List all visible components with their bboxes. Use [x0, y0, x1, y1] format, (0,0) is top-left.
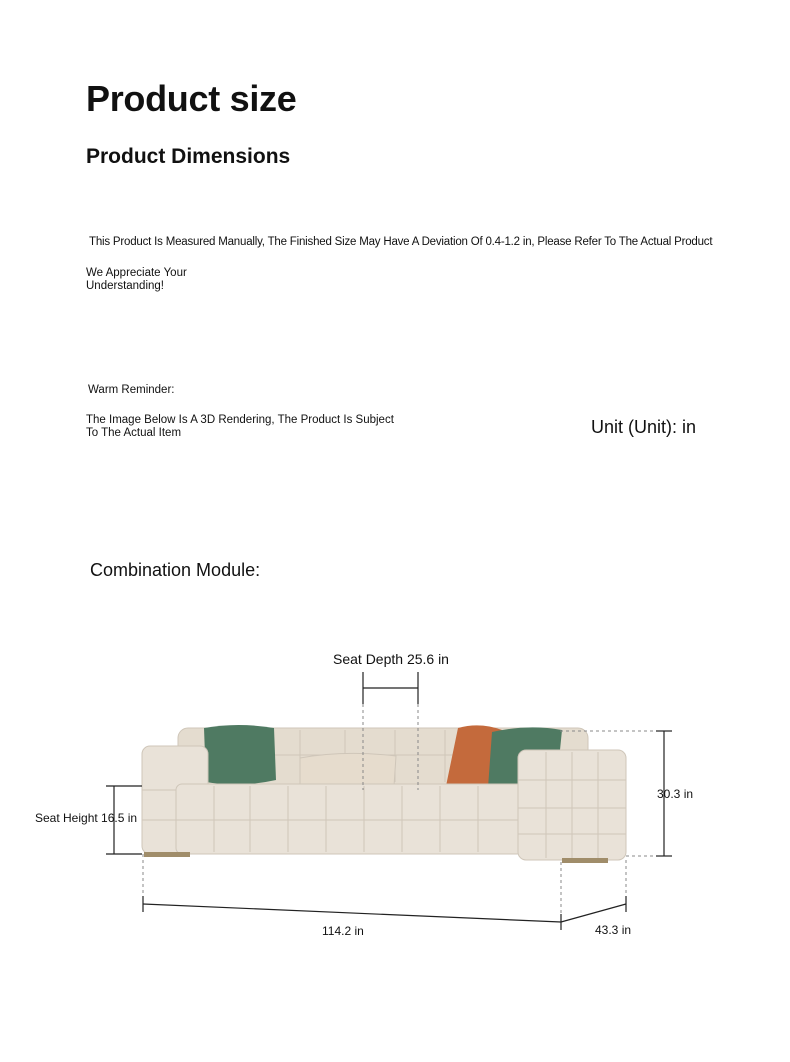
page-title: Product size — [86, 78, 297, 119]
warm-reminder-label: Warm Reminder: — [88, 384, 175, 396]
sofa-dimension-diagram — [0, 640, 790, 970]
depth-label: 43.3 in — [595, 923, 632, 937]
section-subtitle: Product Dimensions — [86, 145, 291, 168]
sofa-seat — [176, 784, 526, 854]
thanks-line-2: Understanding! — [86, 280, 164, 292]
measurement-note: This Product Is Measured Manually, The Finished Size May Have A Deviation Of 0.4-1.2 in, Please Refer To The Actual Product — [89, 236, 713, 248]
cream-pillow — [300, 753, 396, 788]
green-pillow-left — [204, 725, 276, 785]
render-note — [86, 414, 416, 440]
seat-depth-label: Seat Depth 25.6 in — [333, 651, 449, 667]
width-indicator — [143, 854, 561, 930]
combination-heading: Combination Module: — [90, 560, 261, 580]
sofa-right-arm — [518, 750, 626, 860]
depth-indicator — [561, 860, 626, 922]
height-label: 30.3 in — [657, 787, 694, 801]
sofa-base-left — [144, 852, 190, 857]
unit-label: Unit (Unit): in — [591, 417, 697, 437]
render-line-2: To The Actual Item — [86, 427, 182, 439]
width-label: 114.2 in — [322, 924, 364, 938]
thanks-line-1: We Appreciate Your — [86, 267, 187, 279]
sofa-base-right — [562, 858, 608, 863]
thanks-note — [86, 267, 226, 293]
seat-height-label: Seat Height 16.5 in — [35, 811, 138, 825]
render-line-1: The Image Below Is A 3D Rendering, The Product Is Subject — [86, 414, 394, 426]
